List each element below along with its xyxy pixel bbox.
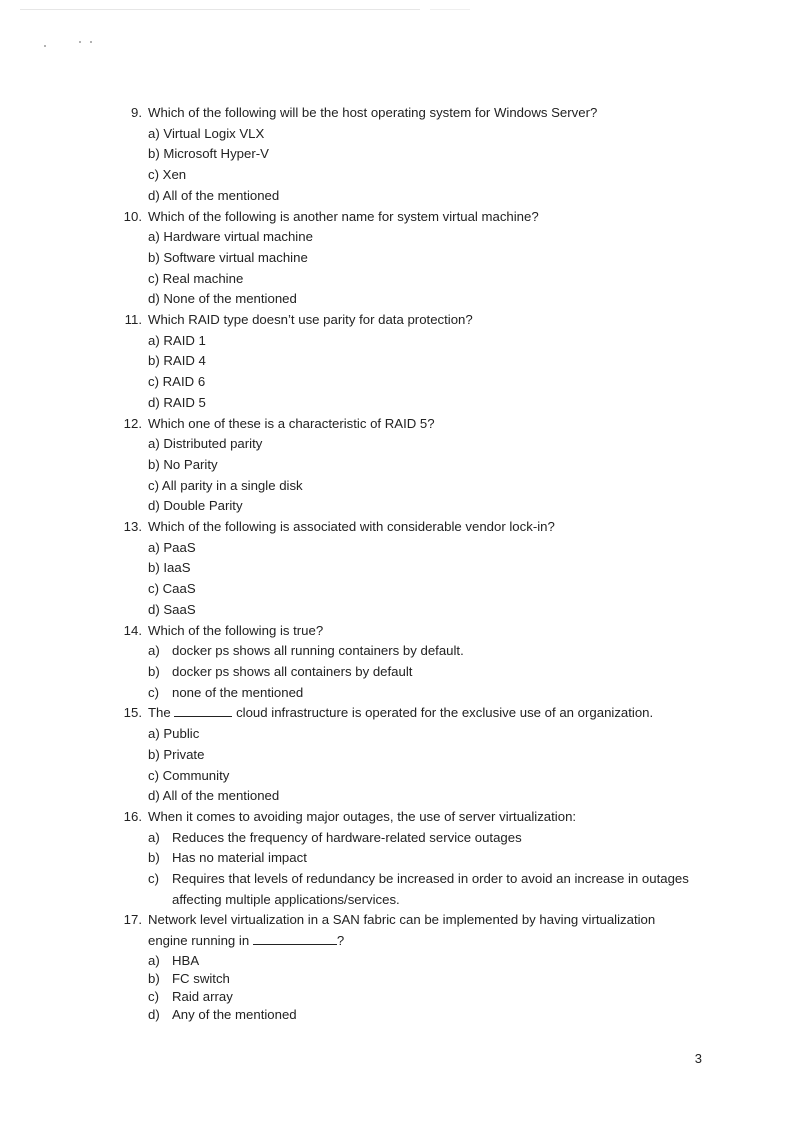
option (148, 952, 712, 970)
question-number: 15. (123, 705, 142, 721)
option: a) Virtual Logix VLX (148, 125, 265, 141)
question-14 (112, 621, 712, 704)
option: c) CaaS (148, 581, 196, 597)
question-16 (112, 807, 712, 911)
option-text: Any of the mentioned (172, 1006, 297, 1022)
option (148, 970, 712, 988)
question-text: Which RAID type doesn’t use parity for data protection? (148, 312, 473, 328)
option-key: a) (148, 829, 160, 845)
scan-speck (90, 41, 92, 43)
option-key: c) (148, 871, 159, 887)
option-text: HBA (172, 952, 200, 968)
option: a) Hardware virtual machine (148, 229, 313, 245)
option-key: a) (148, 952, 160, 968)
question-text-line-2: engine running in (148, 933, 250, 949)
question-list (112, 103, 712, 1024)
option-text: Requires that levels of redundancy be increased in order to avoid an increase in outages affecting multiple applications/services. (172, 871, 689, 907)
question-text: Which of the following is another name for system virtual machine? (148, 208, 539, 224)
option: b) No Parity (148, 456, 218, 472)
option: c) Xen (148, 167, 187, 183)
option-key: b) (148, 850, 160, 866)
option: d) Double Parity (148, 498, 243, 514)
option (148, 828, 712, 849)
option-key: c) (148, 684, 159, 700)
fill-in-blank (253, 932, 337, 945)
option: d) All of the mentioned (148, 187, 280, 203)
option: c) All parity in a single disk (148, 477, 303, 493)
option: c) RAID 6 (148, 374, 206, 390)
option-key: b) (148, 663, 160, 679)
option: d) RAID 5 (148, 394, 206, 410)
option: a) RAID 1 (148, 332, 206, 348)
option: c) Community (148, 767, 230, 783)
question-10 (112, 207, 712, 311)
option: a) Distributed parity (148, 436, 263, 452)
option: a) PaaS (148, 539, 196, 555)
question-12 (112, 414, 712, 518)
scan-line (20, 9, 420, 10)
scan-line (430, 9, 470, 10)
option (148, 1006, 712, 1024)
scan-speck (44, 45, 46, 47)
option: d) All of the mentioned (148, 788, 280, 804)
question-number: 16. (123, 808, 142, 824)
question-9 (112, 103, 712, 207)
option-key: c) (148, 988, 159, 1004)
scan-speck (79, 41, 81, 43)
question-text: When it comes to avoiding major outages, the use of server virtualization: (148, 808, 577, 824)
option-text: docker ps shows all containers by default (172, 663, 413, 679)
option: d) SaaS (148, 601, 196, 617)
option-text: Has no material impact (172, 850, 307, 866)
option: a) Public (148, 726, 200, 742)
option: b) Private (148, 746, 205, 762)
question-text: Which of the following is true? (148, 622, 324, 638)
option: b) RAID 4 (148, 353, 206, 369)
question-number: 9. (131, 105, 142, 120)
option-key: b) (148, 970, 160, 986)
question-text: Which of the following will be the host operating system for Windows Server? (148, 105, 598, 120)
page-number: 3 (694, 1051, 702, 1066)
question-number: 14. (123, 622, 142, 638)
question-text-end: ? (336, 933, 345, 949)
question-text-after: cloud infrastructure is operated for the exclusive use of an organization. (236, 705, 654, 721)
option (148, 641, 712, 662)
question-17 (112, 910, 712, 1023)
question-number: 12. (123, 415, 142, 431)
option: d) None of the mentioned (148, 291, 297, 307)
option-key: a) (148, 643, 160, 659)
question-text: Which of the following is associated with considerable vendor lock-in? (148, 519, 555, 535)
question-number: 11. (124, 312, 142, 328)
option (148, 662, 712, 683)
option-text: FC switch (172, 970, 230, 986)
option-text: Reduces the frequency of hardware-related service outages (172, 829, 522, 845)
option-text: docker ps shows all running containers by default. (172, 643, 464, 659)
question-15 (112, 703, 712, 807)
option: c) Real machine (148, 270, 244, 286)
option (148, 988, 712, 1006)
option (148, 869, 712, 910)
option: b) Software virtual machine (148, 249, 308, 265)
question-text-line-1: Network level virtualization in a SAN fabric can be implemented by having virtualization (148, 912, 656, 928)
question-text-before: The (148, 705, 171, 721)
question-number: 10. (123, 208, 142, 224)
option-text: Raid array (172, 988, 233, 1004)
question-11 (112, 310, 712, 414)
option (148, 683, 712, 704)
option (148, 848, 712, 869)
question-13 (112, 517, 712, 621)
option-key: d) (148, 1006, 160, 1022)
question-number: 13. (123, 519, 142, 535)
option: b) IaaS (148, 560, 191, 576)
fill-in-blank (174, 704, 232, 717)
option: b) Microsoft Hyper-V (148, 146, 269, 162)
question-text: Which one of these is a characteristic of RAID 5? (148, 415, 435, 431)
question-number: 17. (123, 912, 142, 928)
option-text: none of the mentioned (172, 684, 304, 700)
